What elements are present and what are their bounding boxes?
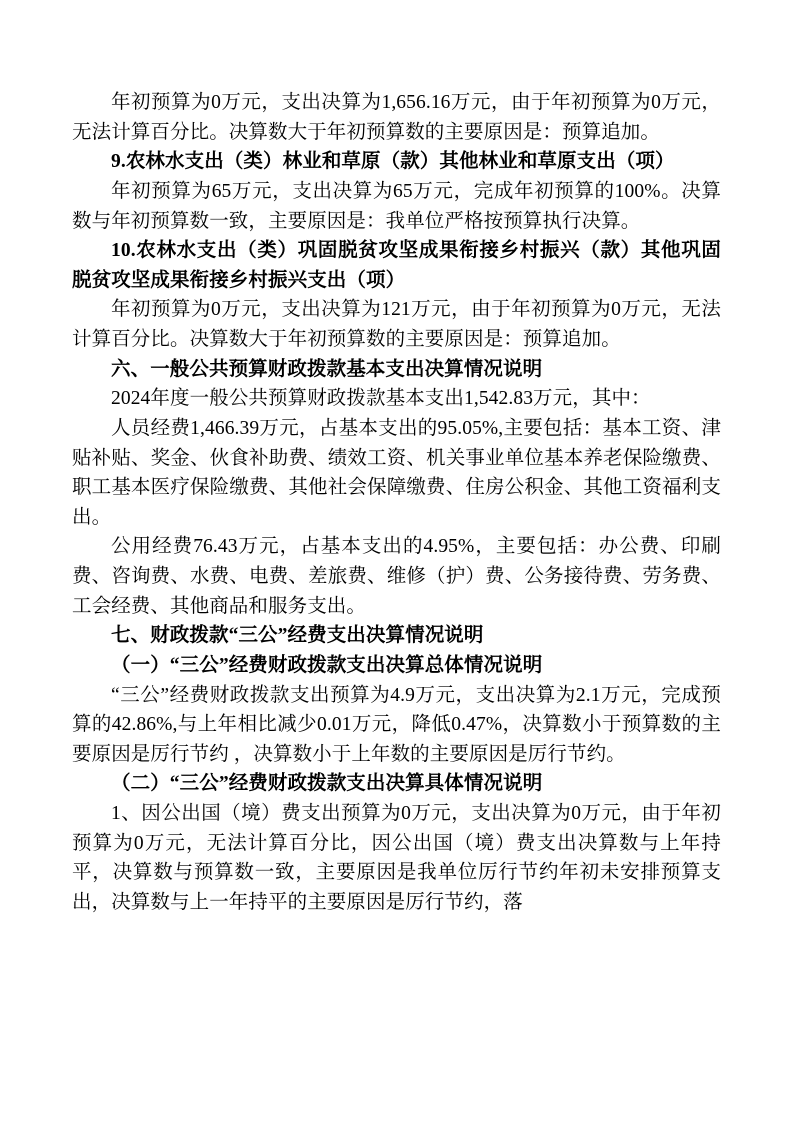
- paragraph-basic-expenditure-total: 2024年度一般公共预算财政拨款基本支出1,542.83万元，其中：: [111, 388, 651, 410]
- paragraph-item-9-detail: 年初预算为65万元，支出决算为65万元，完成年初预算的100%。决算数与年初预算数一致，主要原因是：我单位严格按预算执行决算。: [72, 180, 721, 232]
- heading-item-9: 9.农林水支出（类）林业和草原（款）其他林业和草原支出（项）: [111, 151, 675, 173]
- heading-section-seven-part-two: （二）“三公”经费财政拨款支出决算具体情况说明: [111, 773, 543, 795]
- paragraph-public-expense: 公用经费76.43万元，占基本支出的4.95%，主要包括：办公费、印刷费、咨询费、水费、电费、差旅费、维修（护）费、公务接待费、劳务费、工会经费、其他商品和服务支出。: [72, 536, 721, 617]
- heading-item-10: 10.农林水支出（类）巩固脱贫攻坚成果衔接乡村振兴（款）其他巩固脱贫攻坚成果衔接乡村振兴支出（项）: [72, 240, 721, 291]
- paragraph-three-public-overall: “三公”经费财政拨款支出预算为4.9万元，支出决算为2.1万元，完成预算的42.86%,与上年相比减少0.01万元，降低0.47%，决算数小于预算数的主要原因是厉行节约 ，决算数小于上年数的主要原因是厉行节约。: [72, 684, 721, 765]
- heading-section-six: 六、一般公共预算财政拨款基本支出决算情况说明: [111, 358, 543, 380]
- heading-section-seven: 七、财政拨款“三公”经费支出决算情况说明: [111, 625, 484, 647]
- paragraph-item-10-detail: 年初预算为0万元，支出决算为121万元，由于年初预算为0万元，无法计算百分比。决算数大于年初预算数的主要原因是：预算追加。: [72, 299, 721, 350]
- paragraph-personnel-expense: 人员经费1,466.39万元，占基本支出的95.05%,主要包括：基本工资、津贴补贴、奖金、伙食补助费、绩效工资、机关事业单位基本养老保险缴费、职工基本医疗保险缴费、其他社会保障缴费、住房公积金、其他工资福利支出。: [72, 417, 721, 528]
- paragraph-overseas-travel-expense: 1、因公出国（境）费支出预算为0万元，支出决算为0万元，由于年初预算为0万元，无法计算百分比，因公出国（境）费支出决算数与上年持平，决算数与预算数一致，主要原因是我单位厉行节约年初未安排预算支出，决算数与上一年持平的主要原因是厉行节约，落: [72, 803, 721, 913]
- document-body: [72, 88, 721, 918]
- paragraph-budget-1656: 年初预算为0万元，支出决算为1,656.16万元，由于年初预算为0万元，无法计算百分比。决算数大于年初预算数的主要原因是：预算追加。: [72, 92, 721, 143]
- heading-section-seven-part-one: （一）“三公”经费财政拨款支出决算总体情况说明: [111, 654, 543, 676]
